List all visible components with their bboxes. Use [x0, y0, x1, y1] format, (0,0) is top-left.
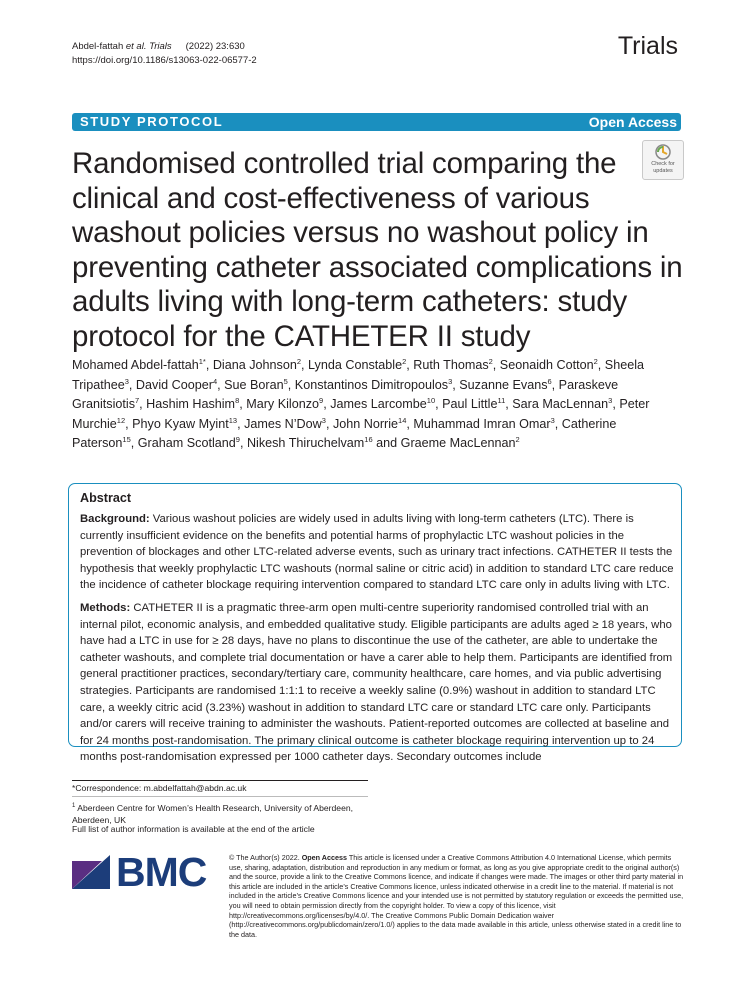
author-name: Suzanne Evans [459, 377, 548, 392]
citation-journal: et al. Trials [125, 41, 172, 52]
author-name: Muhammad Imran Omar [413, 416, 551, 431]
author-affil-sup: 14 [398, 415, 407, 425]
author-info-note: Full list of author information is available at the end of the article [72, 824, 315, 834]
author-name: Hashim Hashim [146, 397, 236, 411]
affiliation-note [72, 800, 362, 826]
author-name: Lynda Constable [308, 358, 403, 372]
citation-header [72, 40, 257, 68]
author-affil-sup: 3 [608, 395, 613, 405]
bmc-logo-text: BMC [116, 849, 207, 895]
author-affil-sup: 3 [124, 376, 129, 386]
author-name: Mohamed Abdel-fattah [72, 358, 199, 372]
license-statement [229, 853, 685, 939]
footnote-divider [72, 780, 368, 781]
author-name: Graeme MacLennan [400, 436, 516, 450]
article-title: Randomised controlled trial comparing the clinical and cost-effectiveness of various washout policies versus no washout policy in preventing catheter associated complications in adults living with long-term catheters: study protocol for the CATHETER II study [72, 147, 683, 353]
author-name: Sue Boran [224, 377, 284, 392]
author-name: Seonaidh Cotton [499, 358, 594, 372]
citation-year-volume: (2022) 23:630 [185, 41, 245, 52]
author-affil-sup: 1* [198, 356, 206, 366]
author-affil-sup: 16 [364, 434, 373, 444]
open-access-label: Open Access [588, 114, 677, 130]
author-affil-sup: 3 [448, 376, 453, 386]
license-text: This article is licensed under a Creative Commons Attribution 4.0 International License, which permits use, sharing, adaptation, distribution and reproduction in any medium or format, as long as you give appropriate credit to the original author(s) and the source, provide a link to the Creative Commons licence, and indicate if changes were made. The images or other third party material in this article are included in the article’s Creative Commons licence, unless indicated otherwise in a credit line to the material. If material is not included in the article’s Creative Commons licence and your intended use is not permitted by statutory regulation or exceeds the permitted use, you will need to obtain permission directly from the copyright holder. To view a copy of this licence, visit http://creativecommons.org/licenses/by/4.0/. The Creative Commons Public Domain Dedication waiver (http://creativecommons.org/publicdomain/zero/1.0/) applies to the data made available in this article, unless otherwise stated in a credit line to the data. [229, 853, 684, 939]
abstract-methods [80, 600, 676, 766]
author-name: Phyo Kyaw Myint [132, 416, 229, 431]
author-name: Sara MacLennan [512, 397, 609, 411]
author-name: Ruth Thomas [413, 358, 489, 372]
methods-label: Methods: [80, 602, 131, 614]
abstract-box [68, 483, 682, 764]
author-name: David Cooper [135, 377, 213, 392]
doi-link[interactable]: https://doi.org/10.1186/s13063-022-06577-2 [72, 55, 257, 66]
author-affil-sup: 6 [547, 376, 552, 386]
author-name: John Norrie [332, 416, 399, 431]
author-name: Konstantinos Dimitropoulos [294, 377, 449, 392]
check-updates-icon [655, 144, 671, 160]
author-affil-sup: 8 [235, 395, 240, 405]
citation-authors: Abdel-fattah [72, 41, 126, 52]
author-affil-sup: 2 [402, 356, 407, 366]
author-name: Graham Scotland [137, 436, 236, 450]
author-affil-sup: 3 [550, 415, 555, 425]
author-name: Catherine Paterson [72, 416, 617, 450]
author-name: Mary Kilonzo [246, 397, 320, 411]
author-name: Nikesh Thiruchelvam [246, 436, 365, 450]
license-oa-label: Open Access [301, 853, 347, 862]
affiliation-text: Aberdeen Centre for Women’s Health Research, University of Aberdeen, Aberdeen, UK [72, 802, 354, 825]
author-affil-sup: 13 [228, 415, 238, 425]
affiliation-sup: 1 [72, 803, 76, 809]
author-affil-sup: 2 [515, 434, 520, 444]
author-affil-sup: 15 [122, 434, 131, 444]
author-affil-sup: 7 [135, 395, 140, 405]
author-name: Peter Murchie [72, 397, 650, 431]
author-affil-sup: 2 [488, 356, 493, 366]
abstract-background [80, 511, 676, 594]
author-name: Paul Little [442, 397, 498, 411]
author-name: Diana Johnson [212, 358, 297, 372]
check-updates-line1: Check for [651, 161, 675, 167]
author-name: James Larcombe [330, 397, 427, 411]
correspondence-note: *Correspondence: m.abdelfattah@abdn.ac.uk [72, 783, 247, 793]
author-name: Sheela Tripathee [72, 358, 645, 392]
author-affil-sup: 9 [319, 395, 324, 405]
author-affil-sup: 5 [283, 376, 288, 386]
background-text: Various washout policies are widely used in adults living with long-term catheters (LTC). There is currently insufficient evidence on the benefits and potential harms of prophylactic LTC washout policies in the prevention of blockages and other LTC-related adverse events, such as urinary tract infections. CATHETER II tests the hypothesis that weekly prophylactic LTC washouts (normal saline or citric acid) in addition to standard LTC care reduce the incidence of catheter blockage requiring intervention compared to standard LTC care only in adults living with LTC. [80, 513, 674, 592]
author-name: James N’Dow [244, 416, 322, 431]
footnote-divider-2 [72, 796, 368, 797]
author-affil-sup: 12 [116, 415, 126, 425]
article-type-label: STUDY PROTOCOL [80, 114, 224, 129]
author-affil-sup: 3 [321, 415, 326, 425]
abstract-heading: Abstract [80, 491, 132, 505]
methods-text: CATHETER II is a pragmatic three-arm open multi-centre superiority randomised controlled trial with an internal pilot, economic analysis, and embedded qualitative study. Eligible participants are adults aged ≥ 18 years, who have had a LTC in use for ≥ 28 days, have no plans to discontinue the use of the catheter, are able to undertake the catheter washouts, and complete trial documentation or have a carer able to help them. Participants are identified from general practitioner practices, secondary/tertiary care, community healthcare, care homes, and via public advertising strategies. Participants are randomised 1:1:1 to receive a weekly saline (0.9%) washout in addition to standard LTC care, a weekly citric acid (3.23%) washout in addition to standard LTC care or standard LTC care only. Participants and/or carers will receive training to administer the washouts. Patient-reported outcomes are collected at baseline and for 24 months post-randomisation. The primary clinical outcome is catheter blockage requiring intervention up to 24 months post-randomisation expressed per 1000 catheter days. Secondary outcomes include [80, 602, 673, 764]
journal-name: Trials [617, 32, 678, 60]
author-affil-sup: 4 [212, 376, 218, 386]
author-name: Paraskeve Granitsiotis [72, 377, 619, 411]
author-affil-sup: 2 [593, 356, 598, 366]
background-label: Background: [80, 513, 150, 525]
check-updates-line2: updates [653, 168, 673, 174]
author-affil-sup: 9 [235, 434, 240, 444]
author-affil-sup: 2 [296, 356, 302, 366]
check-for-updates-badge[interactable] [642, 140, 684, 180]
bmc-mark-icon [72, 855, 110, 889]
author-affil-sup: 11 [497, 395, 506, 405]
license-lead: © The Author(s) 2022. [229, 853, 302, 862]
bmc-logo [72, 849, 212, 895]
article-type-bar [72, 113, 681, 131]
author-affil-sup: 10 [426, 395, 436, 405]
author-list: Mohamed Abdel-fattah$^{1*}$, Diana Johnson$^2$, Lynda Constable$^2$, Ruth Thomas$^2$, Seonaidh Cotton$^2$, Sheela Tripathee$^3$, David Cooper$^4$, Sue Boran$^5$, Konstantinos Dimitropoulos$^3$, Suzanne Evans$^6$, Paraskeve Granitsiotis$^7$, Hashim Hashim$^8$, Mary Kilonzo$^9$, James Larcombe$^{10}$, Paul Little$^{11}$, Sara MacLennan$^3$, Peter Murchie$^{12}$, Phyo Kyaw Myint$^{13}$, James N’Dow$^3$, John Norrie$^{14}$, Muhammad Imran Omar$^3$, Catherine Paterson$^{15}$, Graham Scotland$^9$, Nikesh Thiruchelvam$^{16}$ and Graeme MacLennan$^2$ [72, 356, 650, 450]
